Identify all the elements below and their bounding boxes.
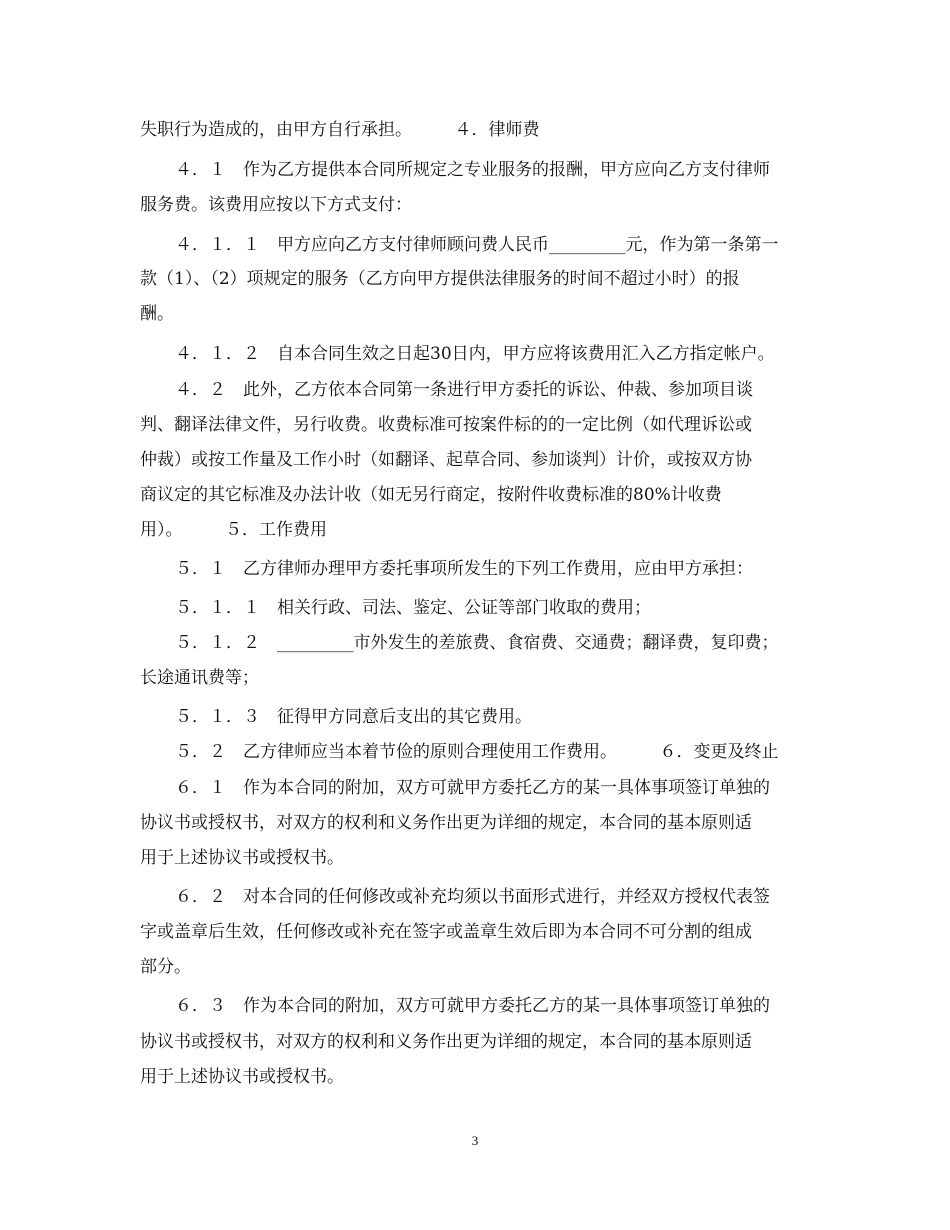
body-line: 用于上述协议书或授权书。	[140, 1067, 344, 1087]
body-line: 协议书或授权书，对双方的权利和义务作出更为详细的规定，本合同的基本原则适	[140, 813, 752, 833]
body-line: ４．１．２ 自本合同生效之日起30日内，甲方应将该费用汇入乙方指定帐户。	[175, 344, 775, 364]
body-line: ５．１．１ 相关行政、司法、鉴定、公证等部门收取的费用；	[175, 598, 651, 618]
body-line: ４．１ 作为乙方提供本合同所规定之专业服务的报酬，甲方应向乙方支付律师	[175, 160, 770, 180]
body-line: ４．１．１ 甲方应向乙方支付律师顾问费人民币_________元，作为第一条第一	[175, 235, 779, 255]
body-line: 酬。	[140, 304, 174, 324]
body-line: 部分。	[140, 957, 191, 977]
body-line: ６．２ 对本合同的任何修改或补充均须以书面形式进行，并经双方授权代表签	[175, 887, 770, 907]
body-line: 字或盖章后生效，任何修改或补充在签字或盖章生效后即为本合同不可分割的组成	[140, 922, 752, 942]
body-line: 长途通讯费等；	[140, 668, 259, 688]
body-line: 服务费。该费用应按以下方式支付：	[140, 195, 412, 215]
body-line: 用于上述协议书或授权书。	[140, 848, 344, 868]
body-line: 商议定的其它标准及办法计收（如无另行商定，按附件收费标准的80%计收费	[140, 485, 722, 505]
body-line: 判、翻译法律文件，另行收费。收费标准可按案件标的的一定比例（如代理诉讼或	[140, 415, 752, 435]
body-line: ５．１ 乙方律师办理甲方委托事项所发生的下列工作费用，应由甲方承担：	[175, 559, 753, 579]
page-number: 3	[471, 1133, 479, 1148]
body-line: 协议书或授权书，对双方的权利和义务作出更为详细的规定，本合同的基本原则适	[140, 1032, 752, 1052]
body-line: 用）。 ５．工作费用	[140, 520, 327, 540]
body-line: 款（1）、（2）项规定的服务（乙方向甲方提供法律服务的时间不超过小时）的报	[140, 269, 740, 289]
body-line: ５．１．３ 征得甲方同意后支出的其它费用。	[175, 707, 532, 727]
body-line: ５．１．２ _________市外发生的差旅费、食宿费、交通费；翻译费，复印费；	[175, 633, 779, 653]
body-line: 仲裁）或按工作量及工作小时（如翻译、起草合同、参加谈判）计价，或按双方协	[140, 450, 752, 470]
body-line: ６．１ 作为本合同的附加，双方可就甲方委托乙方的某一具体事项签订单独的	[175, 778, 770, 798]
body-line: ４．２ 此外，乙方依本合同第一条进行甲方委托的诉讼、仲裁、参加项目谈	[175, 380, 753, 400]
body-line: ５．２ 乙方律师应当本着节俭的原则合理使用工作费用。 ６．变更及终止	[175, 742, 779, 762]
body-line: ６．３ 作为本合同的附加，双方可就甲方委托乙方的某一具体事项签订单独的	[175, 996, 770, 1016]
body-line: 失职行为造成的，由甲方自行承担。 ４．律师费	[140, 120, 540, 140]
